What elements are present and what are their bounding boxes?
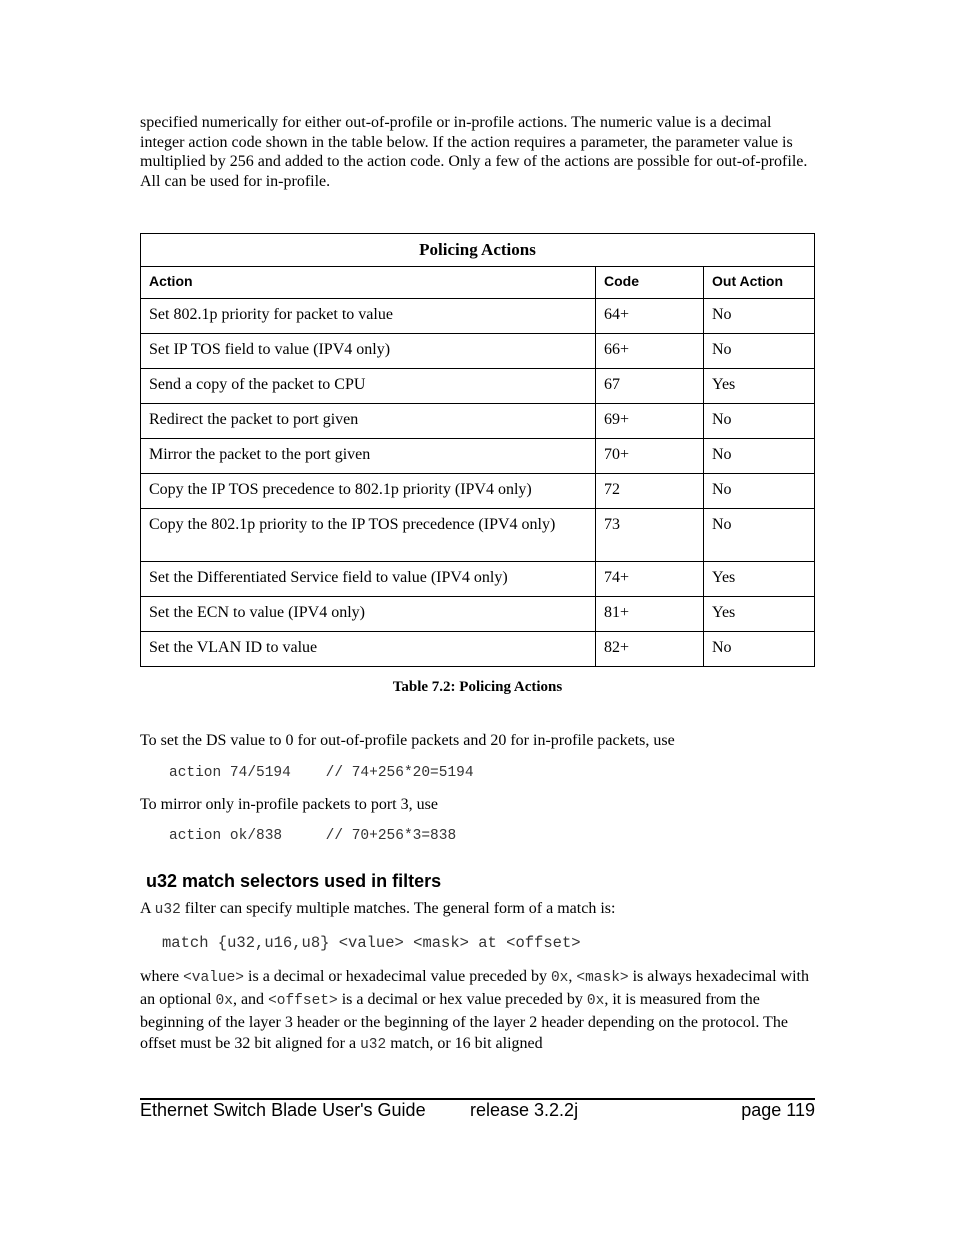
text-run: filter can specify multiple matches. The general form of a match is:	[180, 900, 616, 918]
action-cell: Send a copy of the packet to CPU	[141, 369, 596, 404]
footer-release: release 3.2.2j	[470, 1100, 579, 1120]
inline-code: 0x	[550, 969, 569, 986]
text-run: , and	[232, 990, 269, 1008]
inline-code: 0x	[215, 992, 233, 1009]
table-header-row	[141, 267, 815, 299]
column-header-out-action: Out Action	[704, 267, 815, 299]
example1-code: action 74/5194 // 74+256*20=5194	[169, 764, 474, 781]
column-header-code: Code	[596, 267, 704, 299]
action-cell: Set 802.1p priority for packet to value	[141, 299, 596, 334]
action-cell: Copy the 802.1p priority to the IP TOS precedence (IPV4 only)	[141, 509, 596, 562]
example2-text: To mirror only in-profile packets to port 3, use	[140, 795, 438, 813]
code-cell: 81+	[596, 597, 704, 632]
text-run: where	[140, 967, 184, 985]
table-title: Policing Actions	[141, 234, 815, 267]
action-cell: Set IP TOS field to value (IPV4 only)	[141, 334, 596, 369]
action-cell: Mirror the packet to the port given	[141, 439, 596, 474]
out-action-cell: Yes	[704, 562, 815, 597]
inline-code: u32	[360, 1036, 387, 1053]
code-cell: 70+	[596, 439, 704, 474]
code-cell: 64+	[596, 299, 704, 334]
text-run: is always hexadecimal with an optional	[140, 967, 809, 1008]
text-run: A	[140, 900, 155, 918]
section-heading: u32 match selectors used in filters	[146, 871, 442, 892]
out-action-cell: No	[704, 632, 815, 667]
out-action-cell: No	[704, 509, 815, 562]
table-row	[141, 439, 815, 474]
inline-code: <mask>	[576, 969, 629, 986]
code-cell: 73	[596, 509, 704, 562]
out-action-cell: Yes	[704, 597, 815, 632]
action-cell: Set the ECN to value (IPV4 only)	[141, 597, 596, 632]
out-action-cell: No	[704, 474, 815, 509]
example2-code: action ok/838 // 70+256*3=838	[169, 828, 457, 845]
action-cell: Copy the IP TOS precedence to 802.1p priority (IPV4 only)	[141, 474, 596, 509]
inline-code: 0x	[586, 992, 605, 1009]
table-row	[141, 562, 815, 597]
action-cell: Redirect the packet to port given	[141, 404, 596, 439]
document-page	[140, 113, 815, 1056]
table-row	[141, 334, 815, 369]
code-cell: 74+	[596, 562, 704, 597]
table-row	[141, 474, 815, 509]
footer-title: Ethernet Switch Blade User's Guide	[140, 1100, 426, 1120]
example1-text: To set the DS value to 0 for out-of-profile packets and 20 for in-profile packets, use	[140, 732, 675, 749]
table-row	[141, 369, 815, 404]
table-row	[141, 509, 815, 562]
out-action-cell: No	[704, 404, 815, 439]
out-action-cell: No	[704, 334, 815, 369]
code-cell: 66+	[596, 334, 704, 369]
text-run: match, or 16 bit aligned	[386, 1034, 543, 1052]
code-cell: 67	[596, 369, 704, 404]
table-row	[141, 597, 815, 632]
code-cell: 72	[596, 474, 704, 509]
intro-paragraph: specified numerically for either out-of-profile or in-profile actions. The numeric value is a decimal integer action code shown in the table below. If the action requires a parameter, the parameter value is multiplied by 256 and added to the action code. Only a few of the actions are possible for out-of-profile. All can be used for in-profile.	[140, 114, 808, 190]
column-header-action: Action	[141, 267, 596, 299]
code-cell: 82+	[596, 632, 704, 667]
out-action-cell: No	[704, 299, 815, 334]
text-run: , it is measured from the beginning of the layer 3 header or the beginning of the layer 2 header depending on the protocol. The offset must be 32 bit aligned for a	[140, 990, 788, 1052]
policing-actions-table	[140, 233, 815, 667]
table-title-row	[141, 234, 815, 267]
out-action-cell: Yes	[704, 369, 815, 404]
action-cell: Set the VLAN ID to value	[141, 632, 596, 667]
text-run: is a decimal or hex value preceded by	[337, 990, 587, 1008]
action-cell: Set the Differentiated Service field to value (IPV4 only)	[141, 562, 596, 597]
code-cell: 69+	[596, 404, 704, 439]
match-general-form: match {u32,u16,u8} <value> <mask> at <offset>	[162, 933, 581, 952]
inline-code: <offset>	[268, 992, 338, 1009]
out-action-cell: No	[704, 439, 815, 474]
section-paragraph-2	[140, 966, 815, 1056]
table-row	[141, 632, 815, 667]
table-row	[141, 404, 815, 439]
section-paragraph-1	[140, 899, 815, 921]
text-run: ,	[568, 967, 577, 985]
inline-code: u32	[154, 902, 181, 919]
table-caption: Table 7.2: Policing Actions	[392, 679, 563, 695]
footer-page-number: page 119	[741, 1100, 815, 1120]
text-run: is a decimal or hexadecimal value preceded by	[244, 967, 551, 985]
inline-code: <value>	[183, 969, 245, 986]
table-row	[141, 299, 815, 334]
